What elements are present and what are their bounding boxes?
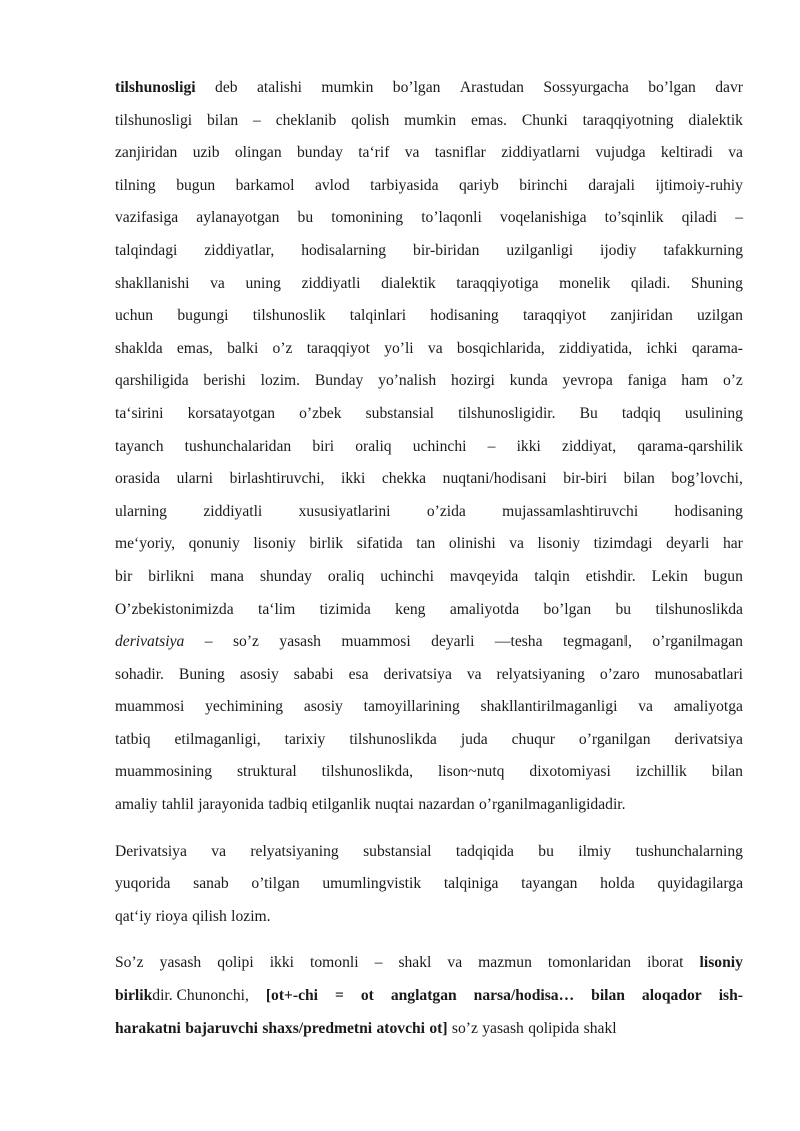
text-word: asosiy (239, 665, 279, 683)
text-word: bugun (703, 567, 743, 585)
text-word: olingan (234, 144, 282, 162)
text-word: tushunchalaridan (184, 437, 292, 455)
text-word: ta‘sirini (115, 404, 164, 422)
text-word: bir-biridan (413, 241, 480, 259)
text-word: talqiniga (443, 875, 499, 893)
text-word: shaxs/predmetni (262, 1019, 373, 1037)
text-word: mavqeyida (449, 567, 519, 585)
text-line (115, 980, 743, 1013)
text-word: amaliy (115, 796, 158, 814)
text-word: bilan (623, 470, 655, 488)
text-word: tadqiq (621, 404, 661, 422)
text-word: zanjiridan (610, 307, 673, 325)
text-word: cheklanib (275, 111, 337, 129)
text-word: lozim. (231, 907, 271, 925)
text-word: keng (395, 600, 426, 618)
text-word: ziddiyatlarni (501, 144, 580, 162)
text-word: amaliyotga (673, 698, 743, 716)
text-word: etilmaganligi, (174, 730, 261, 748)
text-word: hodisaning (430, 307, 499, 325)
text-word: bir-biri (563, 470, 608, 488)
text-word: birlik (309, 535, 344, 553)
text-word: tilshunoslik (252, 307, 326, 325)
text-word: ot] (429, 1019, 448, 1037)
text-word: – (735, 209, 743, 227)
text-line (115, 528, 743, 561)
text-word: tadbiq (268, 796, 308, 814)
text-word: atovchi (376, 1019, 425, 1037)
text-word: taraqqiyotiga (456, 274, 539, 292)
text-word: bu (615, 600, 632, 618)
text-word: ish- (718, 987, 743, 1005)
text-word: qarama- (691, 339, 743, 357)
text-word: relyatsiyaning (250, 842, 339, 860)
text-word: qolipi (217, 954, 254, 972)
text-word: Sossyurgacha (543, 79, 629, 96)
text-word: va (210, 274, 225, 292)
text-line (115, 137, 743, 170)
text-line (115, 463, 743, 496)
text-word: kunda (509, 372, 548, 390)
text-word: nuqtani/hodisani (442, 470, 547, 488)
text-word: bu (297, 209, 314, 227)
text-word: darajali (588, 176, 635, 194)
text-word: uning (245, 274, 281, 292)
text-word: etishdir. (585, 567, 636, 585)
text-word: narsa/hodisa… (473, 987, 575, 1005)
text-word: ham (681, 372, 709, 390)
text-word: to’sqinlik (604, 209, 664, 227)
text-line (115, 691, 743, 724)
text-word: Bunday (314, 372, 364, 390)
text-word: chuqur (511, 730, 555, 748)
body-paragraph (115, 947, 743, 1045)
text-word: monelik (559, 274, 611, 292)
text-word: o’rganilgan (578, 730, 651, 748)
text-word: yo’li (384, 339, 414, 357)
text-word: qat‘iy (115, 907, 152, 925)
text-word: so’z (451, 1019, 478, 1037)
text-word: mujassamlashtiruvchi (502, 502, 639, 520)
text-word: tarbiyasida (370, 176, 439, 194)
text-word: tizimida (319, 600, 371, 618)
text-word: o’rganilmaganligidadir. (478, 796, 626, 814)
text-word: bo’lgan (392, 79, 441, 96)
text-word: va (427, 339, 443, 357)
text-line (115, 659, 743, 692)
text-word: uchinchi (380, 567, 434, 585)
text-word: va (211, 842, 226, 860)
text-word: tilshunoslikda (349, 730, 437, 748)
text-word: deyarli (431, 633, 475, 651)
text-word: – (487, 437, 496, 455)
text-word: tilshunosligi (115, 79, 196, 96)
text-word: bosqichlarida, (456, 339, 545, 357)
text-word: hodisalarning (301, 241, 387, 259)
text-word: yechimining (205, 698, 284, 716)
text-word: taraqqiyot (306, 339, 370, 357)
text-word: = (334, 987, 344, 1005)
text-word: qariyb (458, 176, 499, 194)
text-word: mana (210, 567, 244, 585)
text-word: tafakkurning (663, 241, 743, 259)
text-word: derivatsiya (674, 730, 743, 748)
text-word: o’zbek (299, 404, 342, 422)
text-word: dixotomiyasi (529, 763, 611, 781)
text-word: va (638, 698, 653, 716)
text-word: tayanch (115, 437, 164, 455)
text-word: etilganlik (311, 796, 371, 814)
text-word: me‘yoriy, (115, 535, 176, 553)
text-word: taraqqiyot (522, 307, 587, 325)
text-word: sababi (293, 665, 334, 683)
text-word: tamoyillarining (363, 698, 460, 716)
text-word: tomonlaridan (547, 954, 632, 972)
text-word: uchinchi (412, 437, 467, 455)
text-word: nuqtai (375, 796, 414, 814)
text-word: qarama-qarshilik (637, 437, 743, 455)
text-word: juda (460, 730, 488, 748)
text-word: talqin (534, 567, 570, 585)
text-word: Lekin (651, 567, 688, 585)
text-word: bog’lovchi, (671, 470, 743, 488)
text-line (115, 1013, 743, 1046)
text-word: talqindagi (115, 241, 178, 259)
text-word: bunday (296, 144, 343, 162)
text-word: o’zida (426, 502, 466, 520)
text-word: jarayonida (198, 796, 265, 814)
text-word: ikki (341, 470, 366, 488)
text-word: shakl (583, 1019, 617, 1037)
text-word: substansial (365, 404, 435, 422)
text-word: ziddiyatida, (559, 339, 633, 357)
text-word: umumlingvistik (322, 875, 422, 893)
text-line (115, 365, 743, 398)
text-word: ularni (176, 470, 213, 488)
text-line (115, 202, 743, 235)
text-word: ularning (115, 502, 167, 520)
text-word: derivatsiya (383, 665, 452, 683)
text-word: deyarli (666, 535, 710, 553)
text-word: so’z (232, 633, 259, 651)
text-word: bo’lgan (648, 79, 696, 96)
text-word: yasash (279, 633, 321, 651)
text-word: yo’nalish (378, 372, 437, 390)
text-word: qiladi (681, 209, 718, 227)
text-word: o’tilgan (251, 875, 300, 893)
text-line (115, 398, 743, 431)
text-word: vujudga (595, 144, 646, 162)
text-line (115, 626, 743, 659)
text-word: usulining (684, 404, 743, 422)
text-word: shakllantirilmaganligi (480, 698, 618, 716)
text-word: qonuniy (188, 535, 240, 553)
text-word: va (728, 144, 743, 162)
text-word: qolish (351, 111, 390, 129)
text-word: qolipida (528, 1019, 580, 1037)
text-word: tadqiqida (455, 842, 514, 860)
text-word: faniga (627, 372, 667, 390)
text-word: ta‘lim (258, 600, 296, 618)
text-word: shaklda (115, 339, 163, 357)
text-word: o’zaro (599, 665, 640, 683)
text-word: bu (538, 842, 554, 860)
text-word: oraliq (327, 567, 365, 585)
text-word: ta‘rif (358, 144, 390, 162)
text-word: – (374, 954, 383, 972)
text-line (115, 268, 743, 301)
text-line (115, 72, 743, 105)
text-word: uzib (192, 144, 220, 162)
text-word: tahlil (161, 796, 194, 814)
text-word: bo’lgan (543, 600, 592, 618)
text-word: o’z (272, 339, 293, 357)
text-word: asosiy (303, 698, 343, 716)
text-word: ziddiyat, (562, 437, 617, 455)
text-word: ziddiyatlar, (204, 241, 275, 259)
text-line (115, 836, 743, 869)
text-word: derivatsiya (115, 633, 185, 651)
text-word: vazifasiga (115, 209, 179, 227)
text-word: iborat (647, 954, 684, 972)
text-word: oraliq (355, 437, 392, 455)
text-word: tarixiy (284, 730, 326, 748)
text-word: izchillik (635, 763, 687, 781)
text-word: ziddiyatli (301, 274, 361, 292)
text-word: tilning (115, 176, 156, 194)
text-word: to’laqonli (421, 209, 482, 227)
text-word: quyidagilarga (657, 875, 743, 893)
text-line (115, 235, 743, 268)
text-word: yuqorida (115, 875, 171, 893)
text-word: va (509, 535, 524, 553)
text-word: mazmun (478, 954, 532, 972)
text-word: berishi (203, 372, 246, 390)
text-word: olinishi (448, 535, 496, 553)
text-word: nazardan (418, 796, 475, 814)
text-word: muammosining (115, 763, 213, 781)
text-word: amaliyotda (449, 600, 520, 618)
text-word: avlod (314, 176, 350, 194)
text-word: Bu (579, 404, 598, 422)
text-word: bugungi (177, 307, 229, 325)
text-word: mumkin (404, 111, 457, 129)
text-word: birinchi (519, 176, 568, 194)
text-word: ―tesha (494, 633, 543, 651)
text-word: ot (360, 987, 374, 1005)
text-word: shakllanishi (115, 274, 190, 292)
text-word: Shuning (690, 274, 743, 292)
text-word: deb (215, 79, 238, 96)
text-word: qilish (192, 907, 227, 925)
text-word: aloqador (641, 987, 702, 1005)
text-word: lisoniy (537, 535, 581, 553)
text-word: shakl (398, 954, 432, 972)
text-line (115, 561, 743, 594)
text-word: taraqqiyotning (582, 111, 674, 129)
text-word: korsatayotgan (187, 404, 276, 422)
text-word: Buning (178, 665, 225, 683)
text-word: balki (227, 339, 259, 357)
text-word: orasida (115, 470, 161, 488)
text-word: bilan (206, 111, 239, 129)
text-word: bilan (711, 763, 743, 781)
text-word: tasniflar (434, 144, 486, 162)
text-word: bilan (591, 987, 625, 1005)
document-page (115, 72, 743, 1045)
text-word: tan (416, 535, 436, 553)
text-word: ichki (646, 339, 678, 357)
text-word: lisoniy (699, 954, 743, 972)
text-line (115, 756, 743, 789)
text-word: hodisaning (674, 502, 743, 520)
text-word: shunday (259, 567, 312, 585)
text-word: va (404, 144, 420, 162)
text-line (115, 724, 743, 757)
text-word: har (722, 535, 743, 553)
text-word: tatbiq (115, 730, 151, 748)
text-word: emas, (176, 339, 213, 357)
text-word: va (466, 665, 482, 683)
text-word: lozim. (260, 372, 301, 390)
text-word: bir (115, 567, 133, 585)
text-word: tegmagan‖, (562, 633, 632, 651)
text-word: sanab (193, 875, 229, 893)
text-word: barkamol (235, 176, 295, 194)
text-line (115, 594, 743, 627)
text-word: atalishi (256, 79, 302, 96)
text-word: ilmiy (578, 842, 612, 860)
text-word: yevropa (562, 372, 613, 390)
text-word: muammosi (341, 633, 411, 651)
text-word: ijodiy (599, 241, 637, 259)
text-word: sohadir. (115, 665, 164, 683)
text-word: – (204, 633, 213, 651)
text-word: va (447, 954, 463, 972)
text-word: dir. Chunonchi, (152, 987, 249, 1005)
text-word: dialektik (688, 111, 743, 129)
text-word: – (253, 111, 261, 129)
text-word: substansial (363, 842, 432, 860)
text-line (115, 105, 743, 138)
text-word-group (115, 980, 249, 1013)
text-word: tilshunosligi (115, 111, 193, 129)
text-word: birlashtiruvchi, (229, 470, 325, 488)
text-word: aylanayotgan (196, 209, 280, 227)
text-word: mumkin (321, 79, 374, 96)
text-word: esa (348, 665, 369, 683)
text-word: birlik (115, 987, 153, 1005)
text-line (115, 496, 743, 529)
text-line (115, 333, 743, 366)
text-word: harakatni (115, 1019, 181, 1037)
body-paragraph (115, 836, 743, 934)
text-word: qiladi. (630, 274, 671, 292)
text-word: uzilgan (697, 307, 743, 325)
body-paragraph (115, 72, 743, 822)
text-word: rioya (155, 907, 188, 925)
text-word: sifatida (356, 535, 403, 553)
text-word: zanjiridan (115, 144, 178, 162)
text-word: holda (600, 875, 635, 893)
text-word: Arastudan (459, 79, 524, 96)
text-line (115, 868, 743, 901)
text-word: davr (715, 79, 743, 96)
text-word: anglatgan (390, 987, 457, 1005)
text-word: ikki (269, 954, 294, 972)
text-word: birlikni (148, 567, 195, 585)
text-word: struktural (236, 763, 297, 781)
text-word: tilshunoslikda, (321, 763, 414, 781)
text-word: relyatsiyaning (496, 665, 585, 683)
text-word: lison~nutq (437, 763, 505, 781)
text-word: ikki (516, 437, 541, 455)
text-word: tayangan (521, 875, 578, 893)
text-word: bajaruvchi (185, 1019, 258, 1037)
text-line (115, 431, 743, 464)
text-word: tilshunoslikda (655, 600, 743, 618)
text-line (115, 901, 743, 934)
text-word: O’zbekistonimizda (115, 600, 234, 618)
text-line (115, 300, 743, 333)
text-word: keltiradi (660, 144, 713, 162)
text-word: o’z (722, 372, 743, 390)
text-word: So’z (115, 954, 144, 972)
text-word: bugun (176, 176, 216, 194)
text-word: uchun (115, 307, 154, 325)
text-word: qarshiligida (115, 372, 189, 390)
text-word: Derivatsiya (115, 842, 187, 860)
text-word: munosabatlari (654, 665, 743, 683)
text-word: ziddiyatli (203, 502, 263, 520)
text-word: tizimdagi (593, 535, 653, 553)
text-word: ijtimoiy-ruhiy (655, 176, 743, 194)
text-line (115, 789, 743, 822)
text-word: yasash (482, 1019, 524, 1037)
text-word: chekka (381, 470, 427, 488)
text-word: hozirgi (450, 372, 495, 390)
text-word: yasash (159, 954, 202, 972)
text-word: tushunchalarning (635, 842, 743, 860)
text-word: lisoniy (253, 535, 296, 553)
text-word: Chunki (521, 111, 568, 129)
text-line (115, 170, 743, 203)
text-word: xususiyatlarini (298, 502, 391, 520)
text-word: dialektik (381, 274, 436, 292)
text-line (115, 947, 743, 980)
text-word: tilshunosligidir. (458, 404, 556, 422)
text-word: tomonli (310, 954, 359, 972)
text-word: [ot+-chi (265, 987, 319, 1005)
text-word: muammosi (115, 698, 185, 716)
text-word: talqinlari (349, 307, 407, 325)
text-word: tomonining (331, 209, 404, 227)
text-word: voqelanishiga (499, 209, 587, 227)
text-word: emas. (471, 111, 507, 129)
text-word: biri (312, 437, 335, 455)
text-word: o’rganilmagan (652, 633, 743, 651)
text-word: uzilganligi (506, 241, 574, 259)
